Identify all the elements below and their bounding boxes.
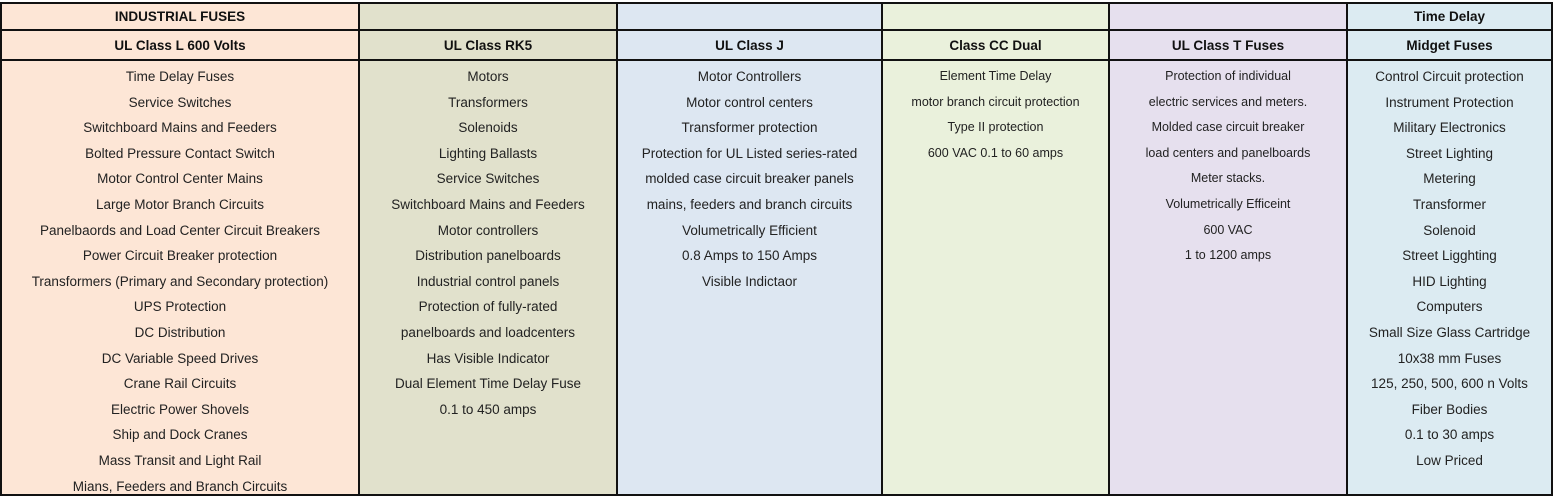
- list-item: Large Motor Branch Circuits: [95, 196, 265, 212]
- list-item: Has Visible Indicator: [426, 350, 550, 366]
- list-item: Transformers (Primary and Secondary protection): [31, 273, 329, 289]
- list-item: Panelbaords and Load Center Circuit Breakers: [40, 222, 320, 238]
- list-item: Motor control centers: [686, 94, 813, 110]
- list-item: panelboards and loadcenters: [400, 324, 576, 340]
- list-item: Computers: [1416, 299, 1483, 315]
- list-item: Motor controllers: [437, 222, 539, 238]
- list-item: Transformer protection: [681, 120, 818, 136]
- list-item: Element Time Delay: [939, 69, 1052, 83]
- column-header: Midget Fuses: [1348, 31, 1551, 61]
- list-item: 10x38 mm Fuses: [1397, 350, 1502, 366]
- list-item: Visible Indictaor: [701, 273, 798, 289]
- list-item: Protection for UL Listed series-rated: [641, 145, 858, 161]
- column-header: UL Class J: [618, 31, 881, 61]
- list-item: DC Variable Speed Drives: [101, 350, 259, 366]
- list-item: Solenoid: [1423, 222, 1476, 238]
- list-item: Small Size Glass Cartridge: [1368, 324, 1531, 340]
- list-item: Fiber Bodies: [1411, 401, 1488, 417]
- list-item: Molded case circuit breaker: [1151, 120, 1305, 135]
- column-top-header: [883, 4, 1108, 31]
- list-item: Volumetrically Efficient: [682, 222, 817, 238]
- list-item: molded case circuit breaker panels: [645, 171, 854, 187]
- list-item: Motor Control Center Mains: [97, 171, 263, 187]
- column-item-list: [1348, 64, 1551, 474]
- list-item: Type II protection: [947, 120, 1044, 135]
- column-ul-class-t: [1110, 4, 1348, 494]
- list-item: Low Priced: [1416, 452, 1483, 468]
- list-item: UPS Protection: [133, 299, 227, 315]
- list-item: Power Circuit Breaker protection: [82, 248, 278, 264]
- list-item: Motor Controllers: [697, 69, 802, 84]
- list-item: Distribution panelboards: [415, 248, 561, 264]
- list-item: Volumetrically Efficeint: [1165, 196, 1291, 211]
- list-item: Transformers: [448, 94, 528, 110]
- list-item: 0.1 to 30 amps: [1404, 427, 1495, 443]
- list-item: motor branch circuit protection: [911, 94, 1080, 109]
- list-item: Switchboard Mains and Feeders: [391, 196, 585, 212]
- list-item: Solenoids: [458, 120, 518, 136]
- list-item: Protection of individual: [1165, 69, 1291, 83]
- column-midget-fuses: [1348, 4, 1551, 494]
- column-top-header: INDUSTRIAL FUSES: [2, 4, 358, 31]
- column-item-list: [1110, 64, 1346, 269]
- list-item: Metering: [1423, 171, 1476, 187]
- column-top-header: [1110, 4, 1346, 31]
- list-item: Protection of fully-rated: [418, 299, 558, 315]
- list-item: Service Switches: [128, 94, 232, 110]
- list-item: Military Electronics: [1393, 120, 1506, 136]
- column-header: UL Class L 600 Volts: [2, 31, 358, 61]
- fuse-comparison-table: [0, 2, 1553, 496]
- list-item: electric services and meters.: [1148, 94, 1308, 109]
- list-item: 0.8 Amps to 150 Amps: [681, 248, 818, 264]
- list-item: Street Ligghting: [1402, 248, 1497, 264]
- list-item: Meter stacks.: [1190, 171, 1266, 186]
- list-item: Transformer: [1412, 196, 1486, 212]
- list-item: Switchboard Mains and Feeders: [83, 120, 277, 136]
- column-item-list: [360, 64, 616, 422]
- column-ul-class-j: [618, 4, 883, 494]
- list-item: Time Delay Fuses: [125, 69, 235, 84]
- column-ul-class-l: [2, 4, 360, 494]
- list-item: Industrial control panels: [416, 273, 560, 289]
- list-item: Control Circuit protection: [1375, 69, 1524, 84]
- list-item: Service Switches: [436, 171, 540, 187]
- column-ul-class-rk5: [360, 4, 618, 494]
- column-header: Class CC Dual: [883, 31, 1108, 61]
- column-item-list: [883, 64, 1108, 166]
- column-header: UL Class T Fuses: [1110, 31, 1346, 61]
- list-item: 125, 250, 500, 600 n Volts: [1371, 376, 1528, 392]
- list-item: Crane Rail Circuits: [123, 376, 237, 392]
- list-item: Bolted Pressure Contact Switch: [85, 145, 275, 161]
- list-item: Street Lighting: [1405, 145, 1494, 161]
- list-item: Motors: [467, 69, 509, 84]
- list-item: mains, feeders and branch circuits: [646, 196, 853, 212]
- list-item: DC Distribution: [134, 324, 226, 340]
- list-item: 1 to 1200 amps: [1184, 248, 1272, 263]
- column-item-list: [618, 64, 881, 294]
- list-item: Mass Transit and Light Rail: [98, 452, 262, 468]
- column-top-header: Time Delay: [1348, 4, 1551, 31]
- column-top-header: [360, 4, 616, 31]
- column-class-cc-dual: [883, 4, 1110, 494]
- list-item: Ship and Dock Cranes: [112, 427, 248, 443]
- column-item-list: [2, 64, 358, 499]
- list-item: Dual Element Time Delay Fuse: [394, 376, 582, 392]
- list-item: load centers and panelboards: [1145, 145, 1311, 160]
- list-item: Mians, Feeders and Branch Circuits: [72, 478, 288, 494]
- column-header: UL Class RK5: [360, 31, 616, 61]
- list-item: HID Lighting: [1412, 273, 1487, 289]
- list-item: Instrument Protection: [1385, 94, 1514, 110]
- list-item: Lighting Ballasts: [438, 145, 538, 161]
- list-item: Electric Power Shovels: [110, 401, 250, 417]
- list-item: 0.1 to 450 amps: [439, 401, 537, 417]
- list-item: 600 VAC: [1203, 222, 1253, 237]
- column-top-header: [618, 4, 881, 31]
- list-item: 600 VAC 0.1 to 60 amps: [927, 145, 1064, 160]
